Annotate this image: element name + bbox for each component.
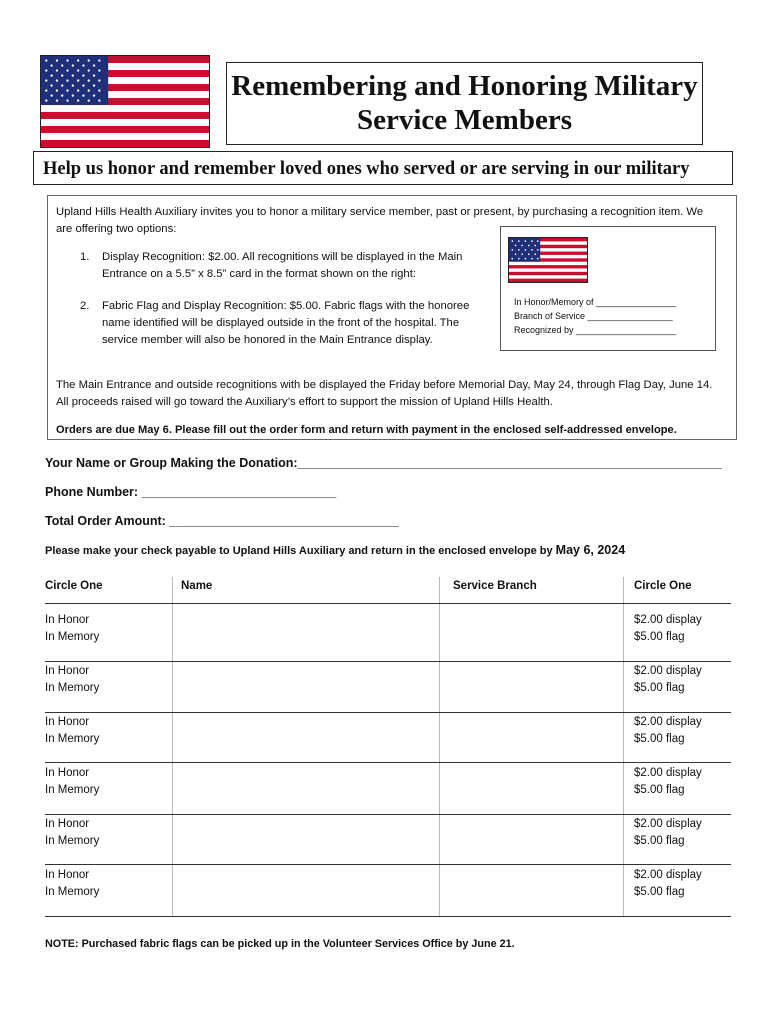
option-1-text: Display Recognition: $2.00. All recognitions will be displayed in the Main Entrance on a 5.5” x 8.5” card in the format shown on the right: — [102, 251, 463, 280]
column-divider — [439, 577, 440, 917]
row-rule — [45, 762, 731, 763]
payable-note-text: Please make your check payable to Upland Hills Auxiliary and return in the enclosed envelope by — [45, 545, 553, 557]
row-rule — [45, 712, 731, 713]
row-rule — [45, 864, 731, 865]
column-divider — [172, 577, 173, 917]
us-flag-icon — [40, 55, 210, 148]
flag-price-option[interactable]: $5.00 flag — [634, 682, 685, 694]
table-header-rule — [45, 603, 731, 604]
pickup-note: NOTE: Purchased fabric flags can be picked up in the Volunteer Services Office by June 21. — [45, 938, 515, 950]
display-dates-paragraph: The Main Entrance and outside recognitions with be displayed the Friday before Memorial Day, May 24, through Flag Day, June 14. All proceeds raised will go toward the Auxiliary’s effort to support the mission of Upland Hills Health. — [56, 379, 713, 408]
header-circle-one: Circle One — [45, 580, 103, 592]
option-1-number: 1. — [80, 251, 90, 263]
in-memory-option[interactable]: In Memory — [45, 784, 100, 796]
intro-paragraph: Upland Hills Health Auxiliary invites you to honor a military service member, past or present, by purchasing a recognition item. We are offering two options: — [56, 206, 704, 235]
in-honor-option[interactable]: In Honor — [45, 665, 90, 677]
flag-price-option[interactable]: $5.00 flag — [634, 631, 685, 643]
column-divider — [623, 577, 624, 917]
flag-price-option[interactable]: $5.00 flag — [634, 733, 685, 745]
in-honor-option[interactable]: In Honor — [45, 818, 90, 830]
in-honor-option[interactable]: In Honor — [45, 767, 90, 779]
display-price-option[interactable]: $2.00 display — [634, 716, 702, 728]
option-2-number: 2. — [80, 300, 90, 312]
sample-line-recognized: Recognized by ____________________ — [514, 325, 677, 335]
display-price-option[interactable]: $2.00 display — [634, 665, 702, 677]
page-title — [226, 62, 703, 145]
header-circle-one-price: Circle One — [634, 580, 692, 592]
payable-date: May 6, 2024 — [555, 543, 626, 557]
display-price-option[interactable]: $2.00 display — [634, 767, 702, 779]
payable-note — [45, 543, 625, 557]
header-service-branch: Service Branch — [453, 580, 537, 592]
title-line-1: Remembering and Honoring Military — [231, 70, 698, 102]
in-memory-option[interactable]: In Memory — [45, 631, 100, 643]
in-memory-option[interactable]: In Memory — [45, 886, 100, 898]
title-line-2: Service Members — [357, 104, 572, 136]
in-honor-option[interactable]: In Honor — [45, 614, 90, 626]
donor-name-field[interactable]: Your Name or Group Making the Donation:_____________________________________________________________ — [45, 456, 722, 470]
display-price-option[interactable]: $2.00 display — [634, 614, 702, 626]
total-amount-field[interactable]: Total Order Amount: _________________________________ — [45, 514, 399, 528]
in-memory-option[interactable]: In Memory — [45, 835, 100, 847]
in-honor-option[interactable]: In Honor — [45, 716, 90, 728]
page-subtitle: Help us honor and remember loved ones who served or are serving in our military — [33, 151, 733, 185]
row-rule — [45, 916, 731, 917]
row-rule — [45, 814, 731, 815]
display-price-option[interactable]: $2.00 display — [634, 818, 702, 830]
sample-card — [500, 226, 716, 351]
phone-field[interactable]: Phone Number: ____________________________ — [45, 485, 337, 499]
flag-price-option[interactable]: $5.00 flag — [634, 886, 685, 898]
sample-line-honor: In Honor/Memory of ________________ — [514, 297, 677, 307]
sample-line-branch: Branch of Service _________________ — [514, 311, 673, 321]
in-honor-option[interactable]: In Honor — [45, 869, 90, 881]
in-memory-option[interactable]: In Memory — [45, 733, 100, 745]
header-name: Name — [181, 580, 213, 592]
display-price-option[interactable]: $2.00 display — [634, 869, 702, 881]
in-memory-option[interactable]: In Memory — [45, 682, 100, 694]
row-rule — [45, 661, 731, 662]
option-2-text: Fabric Flag and Display Recognition: $5.00. Fabric flags with the honoree name identified will be displayed outside in the front of the hospital. The service member will also be honored in the Main Entrance display. — [102, 300, 470, 346]
orders-due-notice: Orders are due May 6. Please fill out the order form and return with payment in the enclosed self-addressed envelope. — [56, 424, 677, 436]
flag-price-option[interactable]: $5.00 flag — [634, 835, 685, 847]
flag-price-option[interactable]: $5.00 flag — [634, 784, 685, 796]
us-flag-icon — [508, 237, 588, 283]
